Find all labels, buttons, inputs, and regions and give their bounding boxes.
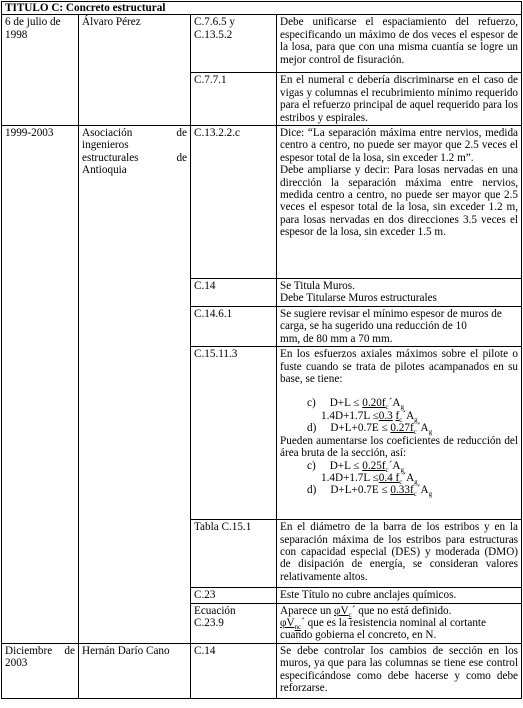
formula-sub: g xyxy=(414,478,418,487)
comment-text: ´ que es la resistencia nominal al cortante cuando gobierna el concreto, en N. xyxy=(280,617,486,642)
comment-cell: En el numeral c debería discriminarse en el caso de vigas y columnas el recubrimiento mínimo requerido para el refuerzo principal de aquel requerido para los estribos y espirales. xyxy=(277,73,522,126)
comment-line: Debe Titularse Muros estructurales xyxy=(280,292,437,305)
author-line: Asociación de xyxy=(82,127,187,140)
section-cell: C.13.2.2.c xyxy=(191,126,277,279)
comment-line xyxy=(280,605,518,617)
formula-value: 0.4 xyxy=(378,471,393,484)
comment-cell xyxy=(277,307,522,347)
comment-text: Aparece un xyxy=(280,604,335,617)
comment-quote: Dice: “La separación máxima entre nervios, medida centro a centro, no puede ser mayor que 2.5 veces el espesor total de la losa, sin exceder 1.2 m”. xyxy=(280,127,519,164)
author-cell: Hernán Darío Cano xyxy=(79,643,191,698)
comments-table xyxy=(1,1,522,699)
comment-cell xyxy=(277,279,522,307)
section-cell: C.14 xyxy=(191,643,277,698)
comment-text: ´ que no está definido. xyxy=(351,604,452,617)
comment-middle: Pueden aumentarse los coeficientes de reducción del área bruta de la sección, así: xyxy=(280,434,519,460)
blank-line xyxy=(280,385,518,397)
author-line: estructurales de xyxy=(82,151,187,164)
date-cell: 1999-2003 xyxy=(2,126,79,644)
formula-value: f xyxy=(395,409,400,422)
comment-cell: Debe unificarse el espaciamiento del refuerzo, especificando un máximo de dos veces el espesor de la losa, para que con una misma cuantía se logre un mejor control de fisuración. xyxy=(277,15,522,73)
formula-line xyxy=(280,397,518,412)
formula-sub: c xyxy=(385,465,389,474)
comment-line: Se Titula Muros. xyxy=(280,280,355,293)
section-cell: C.14.6.1 xyxy=(191,307,277,347)
formula-text: ´A xyxy=(402,409,415,422)
formula-text: D+L ≤ xyxy=(329,397,363,410)
table-row xyxy=(2,643,522,698)
comment-line: mm, de 80 mm a 70 mm. xyxy=(280,332,393,345)
symbol: φV xyxy=(280,617,295,630)
section-cell: C.15.11.3 xyxy=(191,347,277,520)
symbol-sub: c xyxy=(348,610,352,619)
author-cell: Álvaro Pérez xyxy=(79,15,191,126)
symbol: φV xyxy=(334,604,349,617)
comment-line: carga, se ha sugerido una reducción de 10 xyxy=(280,320,467,333)
formula-sub: g xyxy=(428,490,433,499)
table-row xyxy=(2,15,522,73)
formula-text: 1.4D+1.7L ≤ xyxy=(321,409,379,422)
comment-line: Se sugiere revisar el mínimo espesor de muros de xyxy=(280,308,502,321)
comment-line xyxy=(280,617,518,642)
formula-sub: g xyxy=(428,428,433,437)
formula-label: d) xyxy=(307,422,317,435)
formula-label: c) xyxy=(307,397,316,410)
author-line: ingenieros xyxy=(82,139,129,152)
formula-text: ´A xyxy=(388,459,401,472)
formula-text: ´A xyxy=(388,397,401,410)
formula-sub: g xyxy=(400,403,404,412)
formula-line xyxy=(280,460,518,472)
date-cell: Diciembre de 2003 xyxy=(2,643,79,698)
formula-text: D+L ≤ xyxy=(329,459,363,472)
formula-sub: c xyxy=(399,416,403,425)
section-line: C.23.9 xyxy=(194,617,224,630)
section-cell: C.23 xyxy=(191,588,277,603)
formula-text: ´A xyxy=(416,484,429,497)
section-title: TITULO C: Concreto estructural xyxy=(2,2,522,15)
formula-sub: c xyxy=(413,428,417,437)
comment-cell: Se debe controlar los cambios de sección en los muros, ya que para las columnas se tiene ese control especificándose como debe hacerse y como debe reforzarse. xyxy=(277,643,522,698)
title-row xyxy=(2,2,522,15)
comment-cell xyxy=(277,126,522,279)
section-line: C.7.6.5 y xyxy=(194,16,236,29)
formula-sub: g xyxy=(400,465,404,474)
formula-text: D+L+0.7E ≤ xyxy=(330,484,391,497)
formula-label: d) xyxy=(307,484,317,497)
formula-value: 0.27f xyxy=(390,422,414,435)
formula-value: 0.33f xyxy=(390,484,414,497)
comment-cell xyxy=(277,603,522,643)
formula-line xyxy=(280,409,518,425)
comment-cell xyxy=(277,347,522,520)
formula-value: f xyxy=(392,471,400,484)
formula-line xyxy=(280,422,518,437)
section-line: Ecuación xyxy=(194,604,236,617)
comment-intro: En los esfuerzos axiales máximos sobre el pilote o fuste cuando se trata de pilotes acampanados en su base, se tiene: xyxy=(280,348,519,386)
formula-text: D+L+0.7E ≤ xyxy=(330,422,391,435)
formula-sub: c xyxy=(413,490,417,499)
formula-line xyxy=(280,484,518,499)
formula-sub: c xyxy=(399,478,403,487)
section-line: C.13.5.2 xyxy=(194,28,233,41)
formula-text: 1.4D+1.7L ≤ xyxy=(321,471,379,484)
author-cell xyxy=(79,126,191,644)
table-row xyxy=(2,126,522,279)
date-cell: 6 de julio de 1998 xyxy=(2,15,79,126)
formula-value: 0.3 xyxy=(378,409,393,422)
formula-text: ´A xyxy=(416,422,429,435)
formula-value: 0.25f xyxy=(362,459,386,472)
symbol-sub: nc xyxy=(294,623,302,632)
section-cell: C.14 xyxy=(191,279,277,307)
section-cell: Tabla C.15.1 xyxy=(191,520,277,588)
formula-sub: c xyxy=(385,403,389,412)
formula-label: c) xyxy=(307,459,316,472)
comment-cell: Este Título no cubre anclajes químicos. xyxy=(277,588,522,603)
section-cell xyxy=(191,15,277,73)
comment-cell: En el diámetro de la barra de los estribos y en la separación máxima de los estribos para estructuras con capacidad especial (DES) y moderada (DMO) de disipación de energía, se consideran valores relativamente altos. xyxy=(277,520,522,588)
formula-line xyxy=(280,471,518,487)
comment-proposal: Debe ampliarse y decir: Para losas nervadas en una dirección la separación máxima entre nervios, medida centro a centro, no puede ser mayor que 2.5 veces el espesor total de la losa, sin exceder 1.2 m, para losas nervadas en dos direcciones 3.5 veces el espesor de la losa, sin exceder 1.5 m. xyxy=(280,164,519,239)
section-cell xyxy=(191,603,277,643)
formula-text: ´A xyxy=(402,471,415,484)
formula-value: 0.20f xyxy=(362,397,386,410)
section-cell: C.7.7.1 xyxy=(191,73,277,126)
formula-sub: g xyxy=(414,416,418,425)
author-line: Antioquia xyxy=(82,164,127,177)
